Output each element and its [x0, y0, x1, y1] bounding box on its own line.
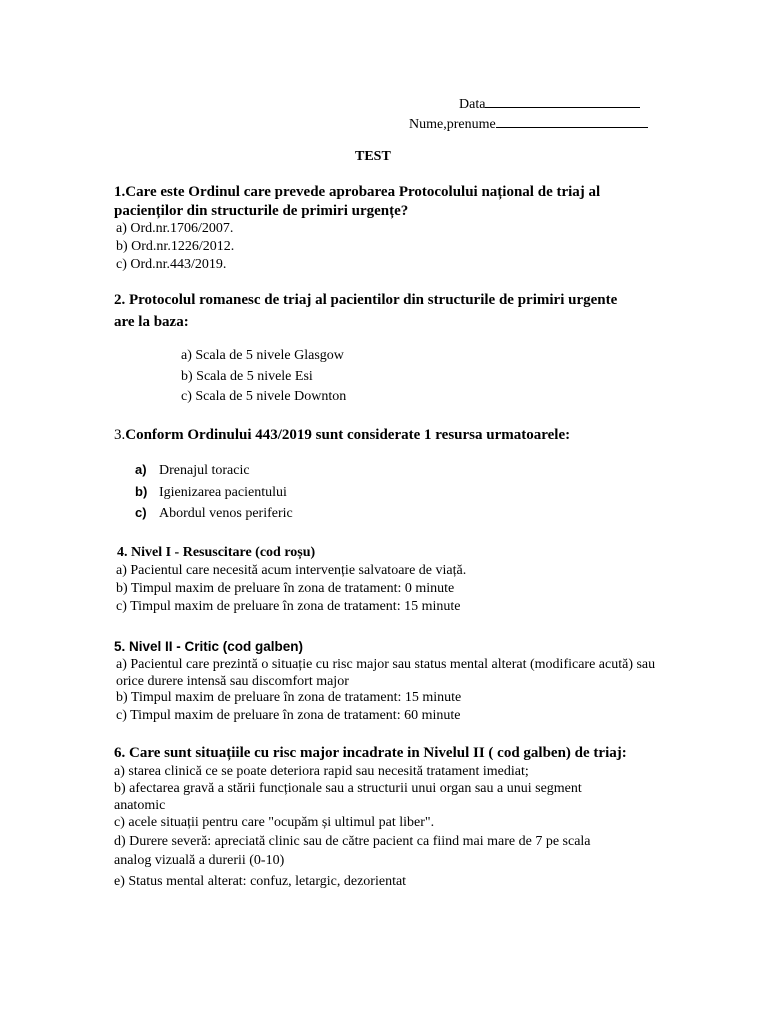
date-blank-line	[485, 95, 640, 108]
q2-option-a: a) Scala de 5 nivele Glasgow	[181, 348, 344, 363]
q3-question: Conform Ordinului 443/2019 sunt considerate 1 resursa urmatoarele:	[125, 427, 571, 443]
date-field	[459, 95, 640, 113]
q3-option-c	[135, 504, 293, 522]
q3-option-c-text: Abordul venos periferic	[159, 506, 293, 521]
q6-line-b-cont: anatomic	[114, 798, 166, 813]
q3-option-b-letter: b)	[135, 484, 148, 499]
q3-number: 3.	[114, 427, 126, 443]
q3-option-b	[135, 483, 287, 501]
q2-option-c: c) Scala de 5 nivele Downton	[181, 389, 347, 404]
q6-line-d: d) Durere severă: apreciată clinic sau de către pacient ca fiind mai mare de 7 pe scala	[114, 834, 591, 849]
q6-line-d-cont: analog vizuală a durerii (0-10)	[114, 853, 285, 868]
q5-title: 5. Nivel II - Critic (cod galben)	[114, 639, 304, 654]
q1-option-a: a) Ord.nr.1706/2007.	[116, 221, 234, 236]
q3-text	[114, 426, 570, 445]
q3-option-a	[135, 461, 250, 479]
q3-option-c-letter: c)	[135, 505, 147, 520]
q3-option-a-text: Drenajul toracic	[159, 463, 250, 478]
name-field	[409, 115, 648, 133]
q2-text-line2: are la baza:	[114, 314, 189, 330]
q5-option-b: b) Timpul maxim de preluare în zona de tratament: 15 minute	[116, 690, 462, 705]
q3-option-a-letter: a)	[135, 462, 147, 477]
q5-option-c: c) Timpul maxim de preluare în zona de tratament: 60 minute	[116, 708, 461, 723]
q6-line-e: e) Status mental alterat: confuz, letargic, dezorientat	[114, 874, 407, 889]
q1-option-b: b) Ord.nr.1226/2012.	[116, 239, 235, 254]
q5-option-a-line1: a) Pacientul care prezintă o situație cu risc major sau status mental alterat (modificare acută) sau	[116, 657, 656, 672]
name-label: Nume,prenume	[409, 117, 496, 132]
q4-title: 4. Nivel I - Resuscitare (cod roșu)	[117, 545, 316, 560]
q4-option-a: a) Pacientul care necesită acum intervenție salvatoare de viață.	[116, 563, 467, 578]
q4-option-b: b) Timpul maxim de preluare în zona de tratament: 0 minute	[116, 581, 455, 596]
q5-option-a-line2: orice durere intensă sau discomfort major	[116, 674, 349, 689]
q2-text-line1: 2. Protocolul romanesc de triaj al pacientilor din structurile de primiri urgente	[114, 292, 618, 308]
date-label: Data	[459, 97, 486, 112]
name-blank-line	[496, 115, 648, 128]
q2-option-b: b) Scala de 5 nivele Esi	[181, 369, 313, 384]
page-title: TEST	[355, 149, 391, 164]
q1-option-c: c) Ord.nr.443/2019.	[116, 257, 227, 272]
q3-option-b-text: Igienizarea pacientului	[159, 485, 287, 500]
q1-text-line1: 1.Care este Ordinul care prevede aprobarea Protocolului național de triaj al	[114, 184, 601, 200]
q6-line-a: a) starea clinică ce se poate deteriora rapid sau necesită tratament imediat;	[114, 764, 529, 779]
q6-title: 6. Care sunt situațiile cu risc major incadrate in Nivelul II ( cod galben) de triaj:	[114, 745, 627, 761]
q4-option-c: c) Timpul maxim de preluare în zona de tratament: 15 minute	[116, 599, 461, 614]
q1-text-line2: pacienților din structurile de primiri urgențe?	[114, 203, 409, 219]
q6-line-c: c) acele situații pentru care "ocupăm și ultimul pat liber".	[114, 815, 435, 830]
q6-line-b: b) afectarea gravă a stării funcționale sau a structurii unui organ sau a unui segment	[114, 781, 582, 796]
